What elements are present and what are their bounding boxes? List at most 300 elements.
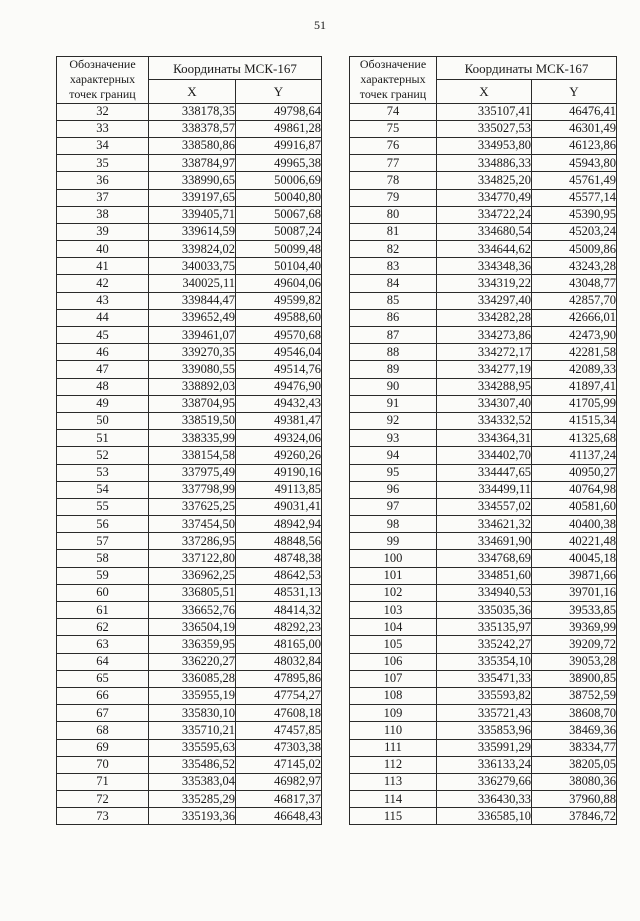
x-coordinate-cell: 339270,35 bbox=[149, 344, 236, 361]
y-coordinate-cell: 38608,70 bbox=[532, 705, 617, 722]
x-coordinate-cell: 338378,57 bbox=[149, 120, 236, 137]
x-coordinate-cell: 336805,51 bbox=[149, 584, 236, 601]
table-row bbox=[350, 464, 617, 481]
point-number-cell: 37 bbox=[57, 189, 149, 206]
point-number-cell: 110 bbox=[350, 722, 437, 739]
table-row bbox=[57, 103, 322, 120]
x-coordinate-cell: 334886,33 bbox=[437, 155, 532, 172]
table-row bbox=[350, 687, 617, 704]
y-coordinate-cell: 50087,24 bbox=[236, 223, 322, 240]
x-coordinate-cell: 336585,10 bbox=[437, 808, 532, 825]
table-row bbox=[350, 206, 617, 223]
y-coordinate-cell: 45009,86 bbox=[532, 241, 617, 258]
y-coordinate-cell: 42281,58 bbox=[532, 344, 617, 361]
y-coordinate-cell: 45943,80 bbox=[532, 155, 617, 172]
y-coordinate-cell: 49381,47 bbox=[236, 412, 322, 429]
point-number-cell: 101 bbox=[350, 567, 437, 584]
point-number-cell: 100 bbox=[350, 550, 437, 567]
table-row bbox=[57, 808, 322, 825]
point-number-cell: 108 bbox=[350, 687, 437, 704]
x-coordinate-cell: 335107,41 bbox=[437, 103, 532, 120]
table-row bbox=[350, 722, 617, 739]
table-row bbox=[57, 155, 322, 172]
point-number-cell: 54 bbox=[57, 481, 149, 498]
table-row bbox=[350, 756, 617, 773]
y-coordinate-cell: 48531,13 bbox=[236, 584, 322, 601]
table-row bbox=[57, 602, 322, 619]
table-row bbox=[57, 223, 322, 240]
x-coordinate-cell: 336133,24 bbox=[437, 756, 532, 773]
y-coordinate-cell: 47457,85 bbox=[236, 722, 322, 739]
point-number-cell: 73 bbox=[57, 808, 149, 825]
x-coordinate-cell: 338178,35 bbox=[149, 103, 236, 120]
x-coordinate-cell: 336085,28 bbox=[149, 670, 236, 687]
x-coordinate-cell: 338784,97 bbox=[149, 155, 236, 172]
y-coordinate-cell: 49031,41 bbox=[236, 498, 322, 515]
point-number-cell: 49 bbox=[57, 395, 149, 412]
x-coordinate-cell: 334319,22 bbox=[437, 275, 532, 292]
x-coordinate-cell: 334348,36 bbox=[437, 258, 532, 275]
table-row bbox=[57, 619, 322, 636]
table-row bbox=[57, 430, 322, 447]
x-coordinate-cell: 335593,82 bbox=[437, 687, 532, 704]
x-coordinate-cell: 335991,29 bbox=[437, 739, 532, 756]
table-row bbox=[350, 344, 617, 361]
y-coordinate-cell: 39871,66 bbox=[532, 567, 617, 584]
y-header: Y bbox=[532, 80, 617, 103]
table-row bbox=[57, 292, 322, 309]
point-number-cell: 42 bbox=[57, 275, 149, 292]
table-row bbox=[350, 773, 617, 790]
point-number-cell: 97 bbox=[350, 498, 437, 515]
table-row bbox=[350, 327, 617, 344]
y-coordinate-cell: 45203,24 bbox=[532, 223, 617, 240]
point-number-cell: 111 bbox=[350, 739, 437, 756]
coordinates-table-right bbox=[349, 56, 617, 825]
table-row bbox=[57, 550, 322, 567]
y-coordinate-cell: 41515,34 bbox=[532, 412, 617, 429]
x-coordinate-cell: 339080,55 bbox=[149, 361, 236, 378]
y-coordinate-cell: 39533,85 bbox=[532, 602, 617, 619]
y-coordinate-cell: 47608,18 bbox=[236, 705, 322, 722]
y-coordinate-cell: 45577,14 bbox=[532, 189, 617, 206]
x-coordinate-cell: 338580,86 bbox=[149, 137, 236, 154]
point-number-cell: 32 bbox=[57, 103, 149, 120]
point-number-cell: 105 bbox=[350, 636, 437, 653]
x-coordinate-cell: 337122,80 bbox=[149, 550, 236, 567]
table-row bbox=[350, 412, 617, 429]
x-coordinate-cell: 337975,49 bbox=[149, 464, 236, 481]
x-coordinate-cell: 335471,33 bbox=[437, 670, 532, 687]
table-row bbox=[350, 653, 617, 670]
y-coordinate-cell: 41705,99 bbox=[532, 395, 617, 412]
table-row bbox=[350, 258, 617, 275]
x-coordinate-cell: 336359,95 bbox=[149, 636, 236, 653]
table-row bbox=[57, 309, 322, 326]
y-coordinate-cell: 38334,77 bbox=[532, 739, 617, 756]
x-coordinate-cell: 339824,02 bbox=[149, 241, 236, 258]
point-number-cell: 90 bbox=[350, 378, 437, 395]
y-coordinate-cell: 49113,85 bbox=[236, 481, 322, 498]
table-row bbox=[57, 739, 322, 756]
x-coordinate-cell: 334272,17 bbox=[437, 344, 532, 361]
table-row bbox=[350, 602, 617, 619]
x-coordinate-cell: 339614,59 bbox=[149, 223, 236, 240]
y-coordinate-cell: 48748,38 bbox=[236, 550, 322, 567]
table-row bbox=[57, 653, 322, 670]
y-coordinate-cell: 48942,94 bbox=[236, 516, 322, 533]
point-designation-header bbox=[350, 57, 437, 104]
x-coordinate-cell: 334768,69 bbox=[437, 550, 532, 567]
y-coordinate-cell: 37846,72 bbox=[532, 808, 617, 825]
y-coordinate-cell: 49190,16 bbox=[236, 464, 322, 481]
point-number-cell: 93 bbox=[350, 430, 437, 447]
table-row bbox=[57, 636, 322, 653]
table-row bbox=[350, 447, 617, 464]
table-row bbox=[350, 791, 617, 808]
point-number-cell: 103 bbox=[350, 602, 437, 619]
point-number-cell: 98 bbox=[350, 516, 437, 533]
point-number-cell: 48 bbox=[57, 378, 149, 395]
point-number-cell: 86 bbox=[350, 309, 437, 326]
table-row bbox=[57, 137, 322, 154]
table-row bbox=[57, 275, 322, 292]
y-coordinate-cell: 39369,99 bbox=[532, 619, 617, 636]
table-row bbox=[57, 687, 322, 704]
y-coordinate-cell: 40045,18 bbox=[532, 550, 617, 567]
x-coordinate-cell: 334940,53 bbox=[437, 584, 532, 601]
x-coordinate-cell: 337625,25 bbox=[149, 498, 236, 515]
x-coordinate-cell: 334644,62 bbox=[437, 241, 532, 258]
table-row bbox=[57, 670, 322, 687]
table-row bbox=[57, 395, 322, 412]
table-row bbox=[350, 309, 617, 326]
point-number-cell: 84 bbox=[350, 275, 437, 292]
x-coordinate-cell: 336652,76 bbox=[149, 602, 236, 619]
point-number-cell: 102 bbox=[350, 584, 437, 601]
x-coordinate-cell: 335354,10 bbox=[437, 653, 532, 670]
point-number-cell: 115 bbox=[350, 808, 437, 825]
table-row bbox=[350, 275, 617, 292]
x-coordinate-cell: 339197,65 bbox=[149, 189, 236, 206]
y-coordinate-cell: 48642,53 bbox=[236, 567, 322, 584]
point-number-cell: 65 bbox=[57, 670, 149, 687]
table-row bbox=[350, 155, 617, 172]
y-coordinate-cell: 39209,72 bbox=[532, 636, 617, 653]
table-row bbox=[350, 430, 617, 447]
x-coordinate-cell: 334722,24 bbox=[437, 206, 532, 223]
point-number-cell: 55 bbox=[57, 498, 149, 515]
y-coordinate-cell: 50099,48 bbox=[236, 241, 322, 258]
x-coordinate-cell: 335242,27 bbox=[437, 636, 532, 653]
x-coordinate-cell: 334447,65 bbox=[437, 464, 532, 481]
y-coordinate-cell: 43048,77 bbox=[532, 275, 617, 292]
point-designation-header bbox=[57, 57, 149, 104]
x-coordinate-cell: 335193,36 bbox=[149, 808, 236, 825]
table-row bbox=[350, 361, 617, 378]
point-number-cell: 52 bbox=[57, 447, 149, 464]
point-header-line-3: точек границ bbox=[359, 87, 427, 102]
table-row bbox=[350, 619, 617, 636]
table-row bbox=[350, 705, 617, 722]
point-number-cell: 76 bbox=[350, 137, 437, 154]
x-coordinate-cell: 336220,27 bbox=[149, 653, 236, 670]
point-number-cell: 91 bbox=[350, 395, 437, 412]
x-coordinate-cell: 338154,58 bbox=[149, 447, 236, 464]
table-row bbox=[57, 791, 322, 808]
x-coordinate-cell: 340025,11 bbox=[149, 275, 236, 292]
table-row bbox=[57, 189, 322, 206]
point-number-cell: 71 bbox=[57, 773, 149, 790]
point-number-cell: 75 bbox=[350, 120, 437, 137]
y-coordinate-cell: 49916,87 bbox=[236, 137, 322, 154]
x-coordinate-cell: 336279,66 bbox=[437, 773, 532, 790]
x-coordinate-cell: 335035,36 bbox=[437, 602, 532, 619]
point-number-cell: 114 bbox=[350, 791, 437, 808]
table-row bbox=[57, 206, 322, 223]
y-coordinate-cell: 42089,33 bbox=[532, 361, 617, 378]
point-number-cell: 56 bbox=[57, 516, 149, 533]
point-number-cell: 87 bbox=[350, 327, 437, 344]
y-coordinate-cell: 50040,80 bbox=[236, 189, 322, 206]
x-coordinate-cell: 339405,71 bbox=[149, 206, 236, 223]
point-number-cell: 69 bbox=[57, 739, 149, 756]
x-coordinate-cell: 335853,96 bbox=[437, 722, 532, 739]
page-number: 51 bbox=[314, 18, 326, 32]
point-number-cell: 59 bbox=[57, 567, 149, 584]
table-row bbox=[350, 137, 617, 154]
y-coordinate-cell: 48414,32 bbox=[236, 602, 322, 619]
y-coordinate-cell: 42666,01 bbox=[532, 309, 617, 326]
y-coordinate-cell: 40221,48 bbox=[532, 533, 617, 550]
point-number-cell: 67 bbox=[57, 705, 149, 722]
table-row bbox=[350, 292, 617, 309]
x-coordinate-cell: 334953,80 bbox=[437, 137, 532, 154]
point-number-cell: 106 bbox=[350, 653, 437, 670]
table-row bbox=[57, 773, 322, 790]
table-row bbox=[57, 258, 322, 275]
y-coordinate-cell: 40581,60 bbox=[532, 498, 617, 515]
x-coordinate-cell: 338335,99 bbox=[149, 430, 236, 447]
y-coordinate-cell: 46982,97 bbox=[236, 773, 322, 790]
table-row bbox=[57, 412, 322, 429]
x-coordinate-cell: 335027,53 bbox=[437, 120, 532, 137]
point-number-cell: 53 bbox=[57, 464, 149, 481]
x-coordinate-cell: 338990,65 bbox=[149, 172, 236, 189]
point-number-cell: 35 bbox=[57, 155, 149, 172]
table-row bbox=[57, 361, 322, 378]
x-coordinate-cell: 338892,03 bbox=[149, 378, 236, 395]
table-row bbox=[57, 722, 322, 739]
table-row bbox=[350, 241, 617, 258]
y-coordinate-cell: 39053,28 bbox=[532, 653, 617, 670]
y-coordinate-cell: 49599,82 bbox=[236, 292, 322, 309]
y-coordinate-cell: 47754,27 bbox=[236, 687, 322, 704]
point-number-cell: 61 bbox=[57, 602, 149, 619]
x-coordinate-cell: 335285,29 bbox=[149, 791, 236, 808]
y-coordinate-cell: 49546,04 bbox=[236, 344, 322, 361]
point-number-cell: 50 bbox=[57, 412, 149, 429]
y-coordinate-cell: 49965,38 bbox=[236, 155, 322, 172]
point-number-cell: 89 bbox=[350, 361, 437, 378]
y-coordinate-cell: 50006,69 bbox=[236, 172, 322, 189]
y-coordinate-cell: 41137,24 bbox=[532, 447, 617, 464]
point-header-line-1: Обозначение bbox=[69, 57, 136, 71]
point-number-cell: 68 bbox=[57, 722, 149, 739]
point-number-cell: 34 bbox=[57, 137, 149, 154]
point-number-cell: 104 bbox=[350, 619, 437, 636]
y-coordinate-cell: 47895,86 bbox=[236, 670, 322, 687]
point-number-cell: 40 bbox=[57, 241, 149, 258]
y-coordinate-cell: 40950,27 bbox=[532, 464, 617, 481]
y-coordinate-cell: 46476,41 bbox=[532, 103, 617, 120]
table-row bbox=[350, 636, 617, 653]
table-row bbox=[57, 447, 322, 464]
x-coordinate-cell: 335595,63 bbox=[149, 739, 236, 756]
x-coordinate-cell: 335955,19 bbox=[149, 687, 236, 704]
point-header-line-3: точек границ bbox=[69, 87, 136, 102]
coordinates-header: Координаты МСК-167 bbox=[437, 57, 617, 80]
point-number-cell: 51 bbox=[57, 430, 149, 447]
table-row bbox=[350, 584, 617, 601]
table-row bbox=[57, 481, 322, 498]
table-body-left bbox=[57, 103, 322, 825]
point-number-cell: 60 bbox=[57, 584, 149, 601]
table-row bbox=[350, 481, 617, 498]
y-coordinate-cell: 45390,95 bbox=[532, 206, 617, 223]
table-row bbox=[57, 567, 322, 584]
y-coordinate-cell: 50067,68 bbox=[236, 206, 322, 223]
y-coordinate-cell: 46648,43 bbox=[236, 808, 322, 825]
table-row bbox=[350, 533, 617, 550]
table-row bbox=[350, 223, 617, 240]
x-coordinate-cell: 334288,95 bbox=[437, 378, 532, 395]
y-coordinate-cell: 49570,68 bbox=[236, 327, 322, 344]
coordinates-table-left bbox=[56, 56, 322, 825]
table-row bbox=[57, 584, 322, 601]
point-number-cell: 82 bbox=[350, 241, 437, 258]
point-number-cell: 77 bbox=[350, 155, 437, 172]
x-coordinate-cell: 337798,99 bbox=[149, 481, 236, 498]
point-header-line-2: характерных bbox=[360, 72, 426, 87]
point-number-cell: 41 bbox=[57, 258, 149, 275]
y-coordinate-cell: 42473,90 bbox=[532, 327, 617, 344]
point-number-cell: 44 bbox=[57, 309, 149, 326]
table-row bbox=[57, 241, 322, 258]
x-coordinate-cell: 334691,90 bbox=[437, 533, 532, 550]
table-row bbox=[350, 808, 617, 825]
point-header-line-1: Обозначение bbox=[359, 57, 427, 71]
x-coordinate-cell: 334307,40 bbox=[437, 395, 532, 412]
y-coordinate-cell: 49514,76 bbox=[236, 361, 322, 378]
point-number-cell: 92 bbox=[350, 412, 437, 429]
y-coordinate-cell: 41325,68 bbox=[532, 430, 617, 447]
x-coordinate-cell: 334332,52 bbox=[437, 412, 532, 429]
point-number-cell: 79 bbox=[350, 189, 437, 206]
point-number-cell: 95 bbox=[350, 464, 437, 481]
x-header: X bbox=[149, 80, 236, 103]
x-coordinate-cell: 334851,60 bbox=[437, 567, 532, 584]
x-coordinate-cell: 336962,25 bbox=[149, 567, 236, 584]
point-header-line-2: характерных bbox=[69, 72, 136, 87]
y-coordinate-cell: 50104,40 bbox=[236, 258, 322, 275]
point-number-cell: 38 bbox=[57, 206, 149, 223]
point-number-cell: 64 bbox=[57, 653, 149, 670]
x-coordinate-cell: 335135,97 bbox=[437, 619, 532, 636]
y-coordinate-cell: 39701,16 bbox=[532, 584, 617, 601]
y-coordinate-cell: 38469,36 bbox=[532, 722, 617, 739]
y-coordinate-cell: 47303,38 bbox=[236, 739, 322, 756]
table-row bbox=[350, 172, 617, 189]
point-number-cell: 57 bbox=[57, 533, 149, 550]
table-row bbox=[57, 498, 322, 515]
y-coordinate-cell: 49861,28 bbox=[236, 120, 322, 137]
y-coordinate-cell: 48165,00 bbox=[236, 636, 322, 653]
point-number-cell: 45 bbox=[57, 327, 149, 344]
x-coordinate-cell: 340033,75 bbox=[149, 258, 236, 275]
point-number-cell: 43 bbox=[57, 292, 149, 309]
y-coordinate-cell: 40764,98 bbox=[532, 481, 617, 498]
point-number-cell: 33 bbox=[57, 120, 149, 137]
point-number-cell: 62 bbox=[57, 619, 149, 636]
point-number-cell: 63 bbox=[57, 636, 149, 653]
table-row bbox=[57, 120, 322, 137]
y-coordinate-cell: 38900,85 bbox=[532, 670, 617, 687]
y-coordinate-cell: 38080,36 bbox=[532, 773, 617, 790]
table-row bbox=[57, 172, 322, 189]
x-coordinate-cell: 334499,11 bbox=[437, 481, 532, 498]
point-number-cell: 107 bbox=[350, 670, 437, 687]
point-number-cell: 72 bbox=[57, 791, 149, 808]
table-row bbox=[57, 705, 322, 722]
table-row bbox=[57, 756, 322, 773]
x-coordinate-cell: 334282,28 bbox=[437, 309, 532, 326]
point-number-cell: 99 bbox=[350, 533, 437, 550]
point-number-cell: 58 bbox=[57, 550, 149, 567]
coordinates-header: Координаты МСК-167 bbox=[149, 57, 322, 80]
y-coordinate-cell: 43243,28 bbox=[532, 258, 617, 275]
table-row bbox=[57, 378, 322, 395]
x-coordinate-cell: 338519,50 bbox=[149, 412, 236, 429]
x-coordinate-cell: 334297,40 bbox=[437, 292, 532, 309]
x-coordinate-cell: 334557,02 bbox=[437, 498, 532, 515]
y-coordinate-cell: 49260,26 bbox=[236, 447, 322, 464]
table-row bbox=[350, 739, 617, 756]
point-number-cell: 39 bbox=[57, 223, 149, 240]
y-coordinate-cell: 48848,56 bbox=[236, 533, 322, 550]
y-coordinate-cell: 38752,59 bbox=[532, 687, 617, 704]
y-header: Y bbox=[236, 80, 322, 103]
point-number-cell: 109 bbox=[350, 705, 437, 722]
x-coordinate-cell: 337454,50 bbox=[149, 516, 236, 533]
point-number-cell: 113 bbox=[350, 773, 437, 790]
table-row bbox=[350, 103, 617, 120]
y-coordinate-cell: 49798,64 bbox=[236, 103, 322, 120]
x-coordinate-cell: 334273,86 bbox=[437, 327, 532, 344]
x-coordinate-cell: 335710,21 bbox=[149, 722, 236, 739]
x-coordinate-cell: 336430,33 bbox=[437, 791, 532, 808]
x-coordinate-cell: 334825,20 bbox=[437, 172, 532, 189]
y-coordinate-cell: 49432,43 bbox=[236, 395, 322, 412]
y-coordinate-cell: 38205,05 bbox=[532, 756, 617, 773]
table-row bbox=[350, 516, 617, 533]
x-coordinate-cell: 337286,95 bbox=[149, 533, 236, 550]
point-number-cell: 74 bbox=[350, 103, 437, 120]
y-coordinate-cell: 46123,86 bbox=[532, 137, 617, 154]
x-coordinate-cell: 334277,19 bbox=[437, 361, 532, 378]
point-number-cell: 36 bbox=[57, 172, 149, 189]
y-coordinate-cell: 42857,70 bbox=[532, 292, 617, 309]
